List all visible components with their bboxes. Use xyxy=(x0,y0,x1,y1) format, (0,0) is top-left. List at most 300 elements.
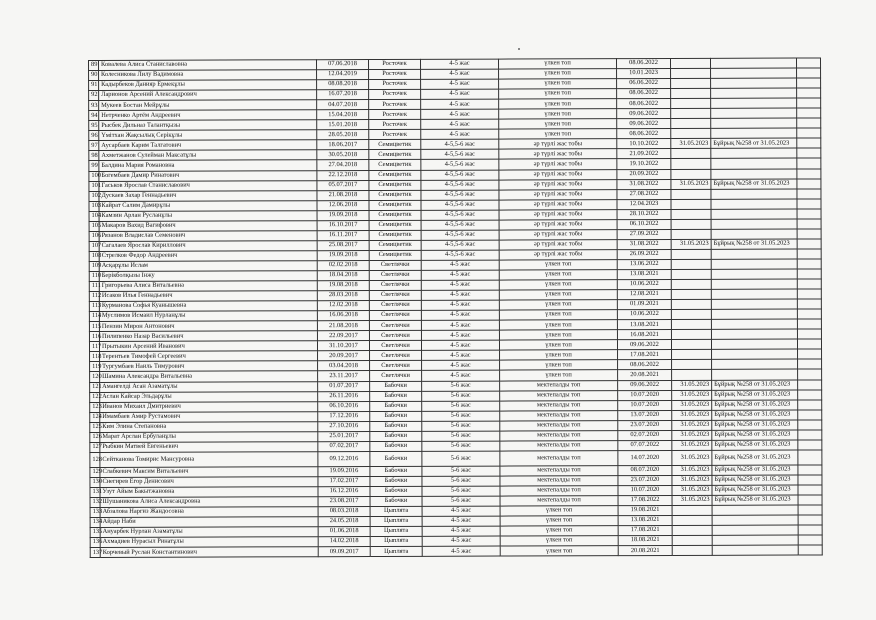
child-name: Аусарбаев Карим Талгатович xyxy=(99,140,317,151)
group-name: Цыплята xyxy=(370,506,422,516)
group-name: Семицветик xyxy=(369,210,421,220)
group-name: Цыплята xyxy=(370,526,422,536)
group-name: Росточек xyxy=(369,130,421,140)
group-type: мектепалды топ xyxy=(500,390,618,400)
birth-date: 20.09.2017 xyxy=(318,351,370,361)
birth-date: 08.03.2018 xyxy=(318,507,370,517)
age-range: 4-5,5-6 жас xyxy=(421,160,499,170)
group-type: мектепалды топ xyxy=(500,450,618,465)
order-date: 31.05.2023 xyxy=(672,430,712,440)
row-number: 108 xyxy=(89,251,99,261)
order-date xyxy=(671,249,711,259)
row-number: 123 xyxy=(90,402,100,412)
order-number xyxy=(711,199,797,209)
order-date: 31.05.2023 xyxy=(672,440,712,450)
child-name: Кайрат Салим Дамирұлы xyxy=(99,200,317,211)
child-name: Терентьев Тимофей Сергеевич xyxy=(100,351,318,362)
row-number: 122 xyxy=(90,392,100,402)
age-range: 4-5 жас xyxy=(421,340,499,350)
group-type: үлкен топ xyxy=(499,300,617,310)
order-number xyxy=(711,158,797,168)
group-type: үлкен топ xyxy=(500,526,618,536)
age-range: 4-5 жас xyxy=(422,350,500,360)
group-name: Бабочки xyxy=(370,466,422,476)
order-number xyxy=(711,148,797,158)
child-name: Амангелді Асан Азаматұлы xyxy=(100,381,318,392)
child-name: Ларионов Арсений Александрович xyxy=(99,90,317,101)
group-type: үлкен топ xyxy=(499,280,617,290)
empty-cell xyxy=(797,229,821,239)
empty-cell xyxy=(797,148,821,158)
row-number: 90 xyxy=(89,71,99,81)
row-number: 125 xyxy=(90,422,100,432)
order-number xyxy=(711,128,797,138)
empty-cell xyxy=(798,515,822,525)
enrol-date: 10.06.2022 xyxy=(617,310,671,320)
group-name: Бабочки xyxy=(370,381,422,391)
age-range: 4-5,5-6 жас xyxy=(421,180,499,190)
row-number: 94 xyxy=(89,111,99,121)
order-date xyxy=(671,259,711,269)
child-name: Кадырбеков Данияр Ермекұлы xyxy=(99,80,317,91)
empty-cell xyxy=(798,359,822,369)
order-date: 31.05.2023 xyxy=(672,410,712,420)
enrol-date: 13.06.2022 xyxy=(617,259,671,269)
enrol-date: 08.06.2022 xyxy=(618,360,672,370)
age-range: 4-5 жас xyxy=(422,506,500,516)
group-name: Семицветик xyxy=(369,180,421,190)
empty-cell xyxy=(798,450,822,465)
scan-mark xyxy=(518,48,520,50)
child-name: Асқарұлы Ислам xyxy=(99,261,317,272)
empty-cell xyxy=(798,465,822,475)
birth-date: 18.04.2018 xyxy=(317,271,369,281)
order-date xyxy=(671,199,711,209)
row-number: 105 xyxy=(89,221,99,231)
row-number: 93 xyxy=(89,101,99,111)
birth-date: 02.02.2018 xyxy=(317,260,369,270)
group-name: Бабочки xyxy=(370,496,422,506)
row-number: 107 xyxy=(89,241,99,251)
order-number xyxy=(710,58,796,68)
child-name: Слабкевич Максим Витальевич xyxy=(100,467,318,478)
group-name: Семицветик xyxy=(369,140,421,150)
row-number: 97 xyxy=(89,141,99,151)
order-number xyxy=(711,259,797,269)
enrol-date: 10.07.2020 xyxy=(618,390,672,400)
age-range: 4-5,5-6 жас xyxy=(421,210,499,220)
group-name: Росточек xyxy=(369,79,421,89)
age-range: 5-6 жас xyxy=(422,476,500,486)
age-range: 4-5,5-6 жас xyxy=(421,139,499,149)
row-number: 134 xyxy=(90,518,100,528)
order-number xyxy=(711,269,797,279)
age-range: 5-6 жас xyxy=(422,411,500,421)
order-number xyxy=(712,545,798,555)
group-type: әр түрлі жас тобы xyxy=(499,179,617,189)
group-type: әр түрлі жас тобы xyxy=(499,239,617,249)
child-name: Ахмадиев Нурасыл Ринатұлы xyxy=(100,537,318,548)
group-type: үлкен топ xyxy=(499,260,617,270)
child-name: Пилипенко Назар Васильевич xyxy=(99,331,317,342)
group-name: Семицветик xyxy=(369,170,421,180)
row-number: 129 xyxy=(90,467,100,477)
order-date: 31.05.2023 xyxy=(672,400,712,410)
enrol-date: 20.09.2022 xyxy=(617,169,671,179)
birth-date: 07.06.2018 xyxy=(317,60,369,70)
order-number xyxy=(711,329,797,339)
birth-date: 14.02.2018 xyxy=(318,537,370,547)
row-number: 131 xyxy=(90,487,100,497)
child-name: Ануарбек Нурлан Азаматұлы xyxy=(100,527,318,538)
enrol-date: 21.09.2022 xyxy=(617,149,671,159)
birth-date: 16.07.2018 xyxy=(317,90,369,100)
child-name: Рыбкин Матвей Евгеньевич xyxy=(100,441,318,452)
empty-cell xyxy=(798,535,822,545)
enrol-date: 17.08.2021 xyxy=(618,526,672,536)
order-date xyxy=(671,88,711,98)
enrol-date: 19.08.2021 xyxy=(618,505,672,515)
order-date xyxy=(671,129,711,139)
group-name: Росточек xyxy=(369,89,421,99)
group-name: Семицветик xyxy=(369,230,421,240)
empty-cell xyxy=(797,259,821,269)
order-number xyxy=(712,505,798,515)
empty-cell xyxy=(798,410,822,420)
child-name: Шушаникова Алиса Александровна xyxy=(100,497,318,508)
group-type: әр түрлі жас тобы xyxy=(499,139,617,149)
birth-date: 01.07.2017 xyxy=(318,381,370,391)
order-number: Бұйрық №258 от 31.05.2023 xyxy=(711,239,797,249)
order-date xyxy=(671,68,711,78)
table-row xyxy=(90,545,822,558)
order-date xyxy=(672,535,712,545)
order-date xyxy=(672,350,712,360)
age-range: 4-5 жас xyxy=(421,290,499,300)
order-date: 31.05.2023 xyxy=(672,465,712,475)
enrol-date: 31.08.2022 xyxy=(617,179,671,189)
birth-date: 22.12.2018 xyxy=(317,170,369,180)
empty-cell xyxy=(797,158,821,168)
enrol-date: 01.09.2021 xyxy=(617,300,671,310)
enrol-date: 10.01.2023 xyxy=(617,69,671,79)
age-range: 5-6 жас xyxy=(422,421,500,431)
enrol-date: 10.10.2022 xyxy=(617,139,671,149)
enrol-date: 20.08.2021 xyxy=(618,546,672,556)
empty-cell xyxy=(797,219,821,229)
group-type: әр түрлі жас тобы xyxy=(499,229,617,239)
birth-date: 01.06.2018 xyxy=(318,527,370,537)
child-name: Пензин Мирон Антонович xyxy=(99,321,317,332)
row-number: 133 xyxy=(90,507,100,517)
child-name: Абзалова Наргиз Жандосовна xyxy=(100,507,318,518)
age-range: 4-5 жас xyxy=(421,330,499,340)
age-range: 4-5 жас xyxy=(421,99,499,109)
group-name: Росточек xyxy=(369,69,421,79)
order-date xyxy=(671,78,711,88)
empty-cell xyxy=(797,279,821,289)
enrol-date: 20.08.2021 xyxy=(618,370,672,380)
child-name: Берікболқызы Інжу xyxy=(99,271,317,282)
row-number: 121 xyxy=(90,382,100,392)
age-range: 4-5 жас xyxy=(421,310,499,320)
age-range: 4-5 жас xyxy=(420,59,498,69)
empty-cell xyxy=(797,209,821,219)
group-name: Цыплята xyxy=(370,536,422,546)
child-name: Нетрченко Артём Андреевич xyxy=(99,110,317,121)
group-name: Семицветик xyxy=(369,240,421,250)
group-type: үлкен топ xyxy=(499,79,617,89)
group-type: үлкен топ xyxy=(500,350,618,360)
order-date xyxy=(672,505,712,515)
birth-date: 27.04.2018 xyxy=(317,160,369,170)
row-number: 92 xyxy=(89,91,99,101)
group-name: Росточек xyxy=(369,100,421,110)
birth-date: 28.05.2018 xyxy=(317,130,369,140)
empty-cell xyxy=(797,108,821,118)
empty-cell xyxy=(797,309,821,319)
empty-cell xyxy=(798,485,822,495)
order-number: Бұйрық №258 от 31.05.2023 xyxy=(712,410,798,420)
empty-cell xyxy=(797,269,821,279)
age-range: 5-6 жас xyxy=(422,431,500,441)
group-type: әр түрлі жас тобы xyxy=(499,199,617,209)
group-type: мектепалды топ xyxy=(500,465,618,475)
birth-date: 03.04.2018 xyxy=(318,361,370,371)
group-type: үлкен топ xyxy=(499,129,617,139)
group-name: Светлячки xyxy=(369,270,421,280)
age-range: 5-6 жас xyxy=(422,401,500,411)
order-date xyxy=(671,289,711,299)
order-number xyxy=(712,515,798,525)
order-number xyxy=(711,229,797,239)
order-date xyxy=(671,149,711,159)
group-type: әр түрлі жас тобы xyxy=(499,159,617,169)
empty-cell xyxy=(797,199,821,209)
order-number xyxy=(711,219,797,229)
order-number xyxy=(711,309,797,319)
enrol-date: 16.08.2021 xyxy=(617,330,671,340)
order-number xyxy=(711,78,797,88)
order-number: Бұйрық №258 от 31.05.2023 xyxy=(711,179,797,189)
child-name: Аслан Кайсар Эльдарұлы xyxy=(100,391,318,402)
enrol-date: 13.08.2021 xyxy=(618,516,672,526)
row-number: 126 xyxy=(90,432,100,442)
row-number: 110 xyxy=(89,271,99,281)
birth-date: 15.01.2018 xyxy=(317,120,369,130)
empty-cell xyxy=(798,495,822,505)
birth-date: 25.08.2017 xyxy=(317,240,369,250)
child-name: Узут Айым Бакытжановна xyxy=(100,487,318,498)
row-number: 124 xyxy=(90,412,100,422)
enrol-date: 09.06.2022 xyxy=(617,340,671,350)
enrol-date: 09.06.2022 xyxy=(617,109,671,119)
order-date xyxy=(671,209,711,219)
birth-date: 31.10.2017 xyxy=(317,341,369,351)
age-range: 4-5 жас xyxy=(422,371,500,381)
group-type: үлкен топ xyxy=(498,59,616,69)
age-range: 4-5,5-6 жас xyxy=(421,170,499,180)
group-name: Цыплята xyxy=(370,516,422,526)
child-name: Балдина Мария Романовна xyxy=(99,160,317,171)
enrol-date: 08.06.2022 xyxy=(617,129,671,139)
order-date: 31.05.2023 xyxy=(672,450,712,465)
birth-date: 07.02.2017 xyxy=(318,441,370,451)
group-name: Семицветик xyxy=(369,200,421,210)
order-number: Бұйрық №258 от 31.05.2023 xyxy=(712,485,798,495)
child-name: Курманова Софья Куанышевна xyxy=(99,301,317,312)
row-number: 135 xyxy=(90,528,100,538)
order-number: Бұйрық №258 от 31.05.2023 xyxy=(712,495,798,505)
row-number: 130 xyxy=(90,477,100,487)
birth-date: 23.11.2017 xyxy=(318,371,370,381)
row-number: 102 xyxy=(89,191,99,201)
group-name: Бабочки xyxy=(370,486,422,496)
birth-date: 17.12.2016 xyxy=(318,411,370,421)
enrol-date: 13.08.2021 xyxy=(617,320,671,330)
group-name: Светлячки xyxy=(369,341,421,351)
age-range: 4-5,5-6 жас xyxy=(421,220,499,230)
order-date: 31.05.2023 xyxy=(672,475,712,485)
empty-cell xyxy=(796,58,820,68)
group-name: Бабочки xyxy=(370,401,422,411)
enrol-date: 10.07.2020 xyxy=(618,400,672,410)
group-name: Росточек xyxy=(369,110,421,120)
order-number: Бұйрық №258 от 31.05.2023 xyxy=(712,475,798,485)
birth-date: 12.04.2019 xyxy=(317,70,369,80)
age-range: 4-5 жас xyxy=(421,280,499,290)
order-date: 31.05.2023 xyxy=(672,485,712,495)
row-number: 111 xyxy=(89,281,99,291)
empty-cell xyxy=(798,420,822,430)
empty-cell xyxy=(798,475,822,485)
row-number: 118 xyxy=(90,352,100,362)
order-number xyxy=(711,249,797,259)
birth-date: 28.03.2018 xyxy=(317,291,369,301)
child-name: Ахметжанов Сулейман Максатұлы xyxy=(99,150,317,161)
enrol-date: 08.07.2020 xyxy=(618,465,672,475)
birth-date: 19.09.2018 xyxy=(317,210,369,220)
age-range: 5-6 жас xyxy=(422,441,500,451)
order-date xyxy=(671,279,711,289)
row-number: 89 xyxy=(89,60,99,70)
order-date xyxy=(671,299,711,309)
child-name: Стрелков Федор Андреевич xyxy=(99,251,317,262)
group-type: үлкен топ xyxy=(499,119,617,129)
group-type: үлкен топ xyxy=(499,109,617,119)
row-number: 132 xyxy=(90,497,100,507)
empty-cell xyxy=(798,440,822,450)
order-date: 31.05.2023 xyxy=(671,179,711,189)
enrol-date: 14.07.2020 xyxy=(618,450,672,465)
age-range: 4-5 жас xyxy=(421,119,499,129)
birth-date: 16.10.2017 xyxy=(317,220,369,230)
group-type: мектепалды топ xyxy=(500,496,618,506)
birth-date: 18.06.2017 xyxy=(317,140,369,150)
enrol-date: 23.07.2020 xyxy=(618,475,672,485)
birth-date: 27.10.2016 xyxy=(318,421,370,431)
empty-cell xyxy=(797,128,821,138)
group-type: әр түрлі жас тобы xyxy=(499,169,617,179)
child-name: Ковалева Алиса Станиславовна xyxy=(99,60,317,71)
row-number: 99 xyxy=(89,161,99,171)
enrol-date: 10.07.2020 xyxy=(618,485,672,495)
child-name: Ким Элина Степановна xyxy=(100,421,318,432)
order-number: Бұйрық №258 от 31.05.2023 xyxy=(712,450,798,465)
order-date xyxy=(671,330,711,340)
group-name: Семицветик xyxy=(369,190,421,200)
group-name: Бабочки xyxy=(370,391,422,401)
order-number xyxy=(711,299,797,309)
group-name: Бабочки xyxy=(370,476,422,486)
order-date xyxy=(671,99,711,109)
child-name: Снегирев Егор Денисович xyxy=(100,477,318,488)
age-range: 4-5 жас xyxy=(421,320,499,330)
age-range: 4-5 жас xyxy=(421,109,499,119)
enrol-date: 26.09.2022 xyxy=(617,249,671,259)
age-range: 5-6 жас xyxy=(422,486,500,496)
birth-date: 09.12.2016 xyxy=(318,451,370,466)
order-number xyxy=(711,279,797,289)
group-type: үлкен топ xyxy=(499,270,617,280)
group-name: Семицветик xyxy=(369,150,421,160)
row-number: 137 xyxy=(90,548,100,558)
age-range: 4-5 жас xyxy=(421,89,499,99)
empty-cell xyxy=(798,379,822,389)
group-type: үлкен топ xyxy=(500,370,618,380)
age-range: 4-5 жас xyxy=(421,260,499,270)
empty-cell xyxy=(798,389,822,399)
empty-cell xyxy=(797,98,821,108)
row-number: 109 xyxy=(89,261,99,271)
row-number: 120 xyxy=(90,372,100,382)
group-type: үлкен топ xyxy=(499,290,617,300)
order-date xyxy=(672,360,712,370)
order-number xyxy=(712,359,798,369)
child-name: Тургумбаев Наиль Тимурович xyxy=(100,361,318,372)
group-name: Светлячки xyxy=(369,311,421,321)
birth-date: 05.07.2017 xyxy=(317,180,369,190)
birth-date: 22.09.2017 xyxy=(317,331,369,341)
order-number xyxy=(712,349,798,359)
birth-date: 16.11.2017 xyxy=(317,230,369,240)
age-range: 5-6 жас xyxy=(422,496,500,506)
child-name: Рязанов Владислав Семенович xyxy=(99,230,317,241)
group-type: мектепалды топ xyxy=(500,380,618,390)
order-number xyxy=(712,369,798,379)
age-range: 4-5 жас xyxy=(422,526,500,536)
birth-date: 19.09.2016 xyxy=(318,466,370,476)
child-name: Имамбаев Амир Рустамович xyxy=(100,411,318,422)
row-number: 101 xyxy=(89,181,99,191)
birth-date: 26.11.2016 xyxy=(318,391,370,401)
order-number: Бұйрық №258 от 31.05.2023 xyxy=(712,440,798,450)
group-name: Бабочки xyxy=(370,421,422,431)
child-name: Григорьева Алиса Витальевна xyxy=(99,281,317,292)
row-number: 116 xyxy=(89,332,99,342)
order-date xyxy=(671,269,711,279)
group-name: Росточек xyxy=(369,59,421,69)
group-name: Светлячки xyxy=(370,361,422,371)
child-name: Мукеев Бостан Мейрұлы xyxy=(99,100,317,111)
empty-cell xyxy=(798,430,822,440)
empty-cell xyxy=(797,239,821,249)
row-number: 136 xyxy=(90,538,100,548)
child-name: Колесникова Лилу Вадимовна xyxy=(99,70,317,81)
enrol-date: 07.07.2022 xyxy=(618,440,672,450)
order-number: Бұйрық №258 от 31.05.2023 xyxy=(712,390,798,400)
birth-date: 30.05.2018 xyxy=(317,150,369,160)
